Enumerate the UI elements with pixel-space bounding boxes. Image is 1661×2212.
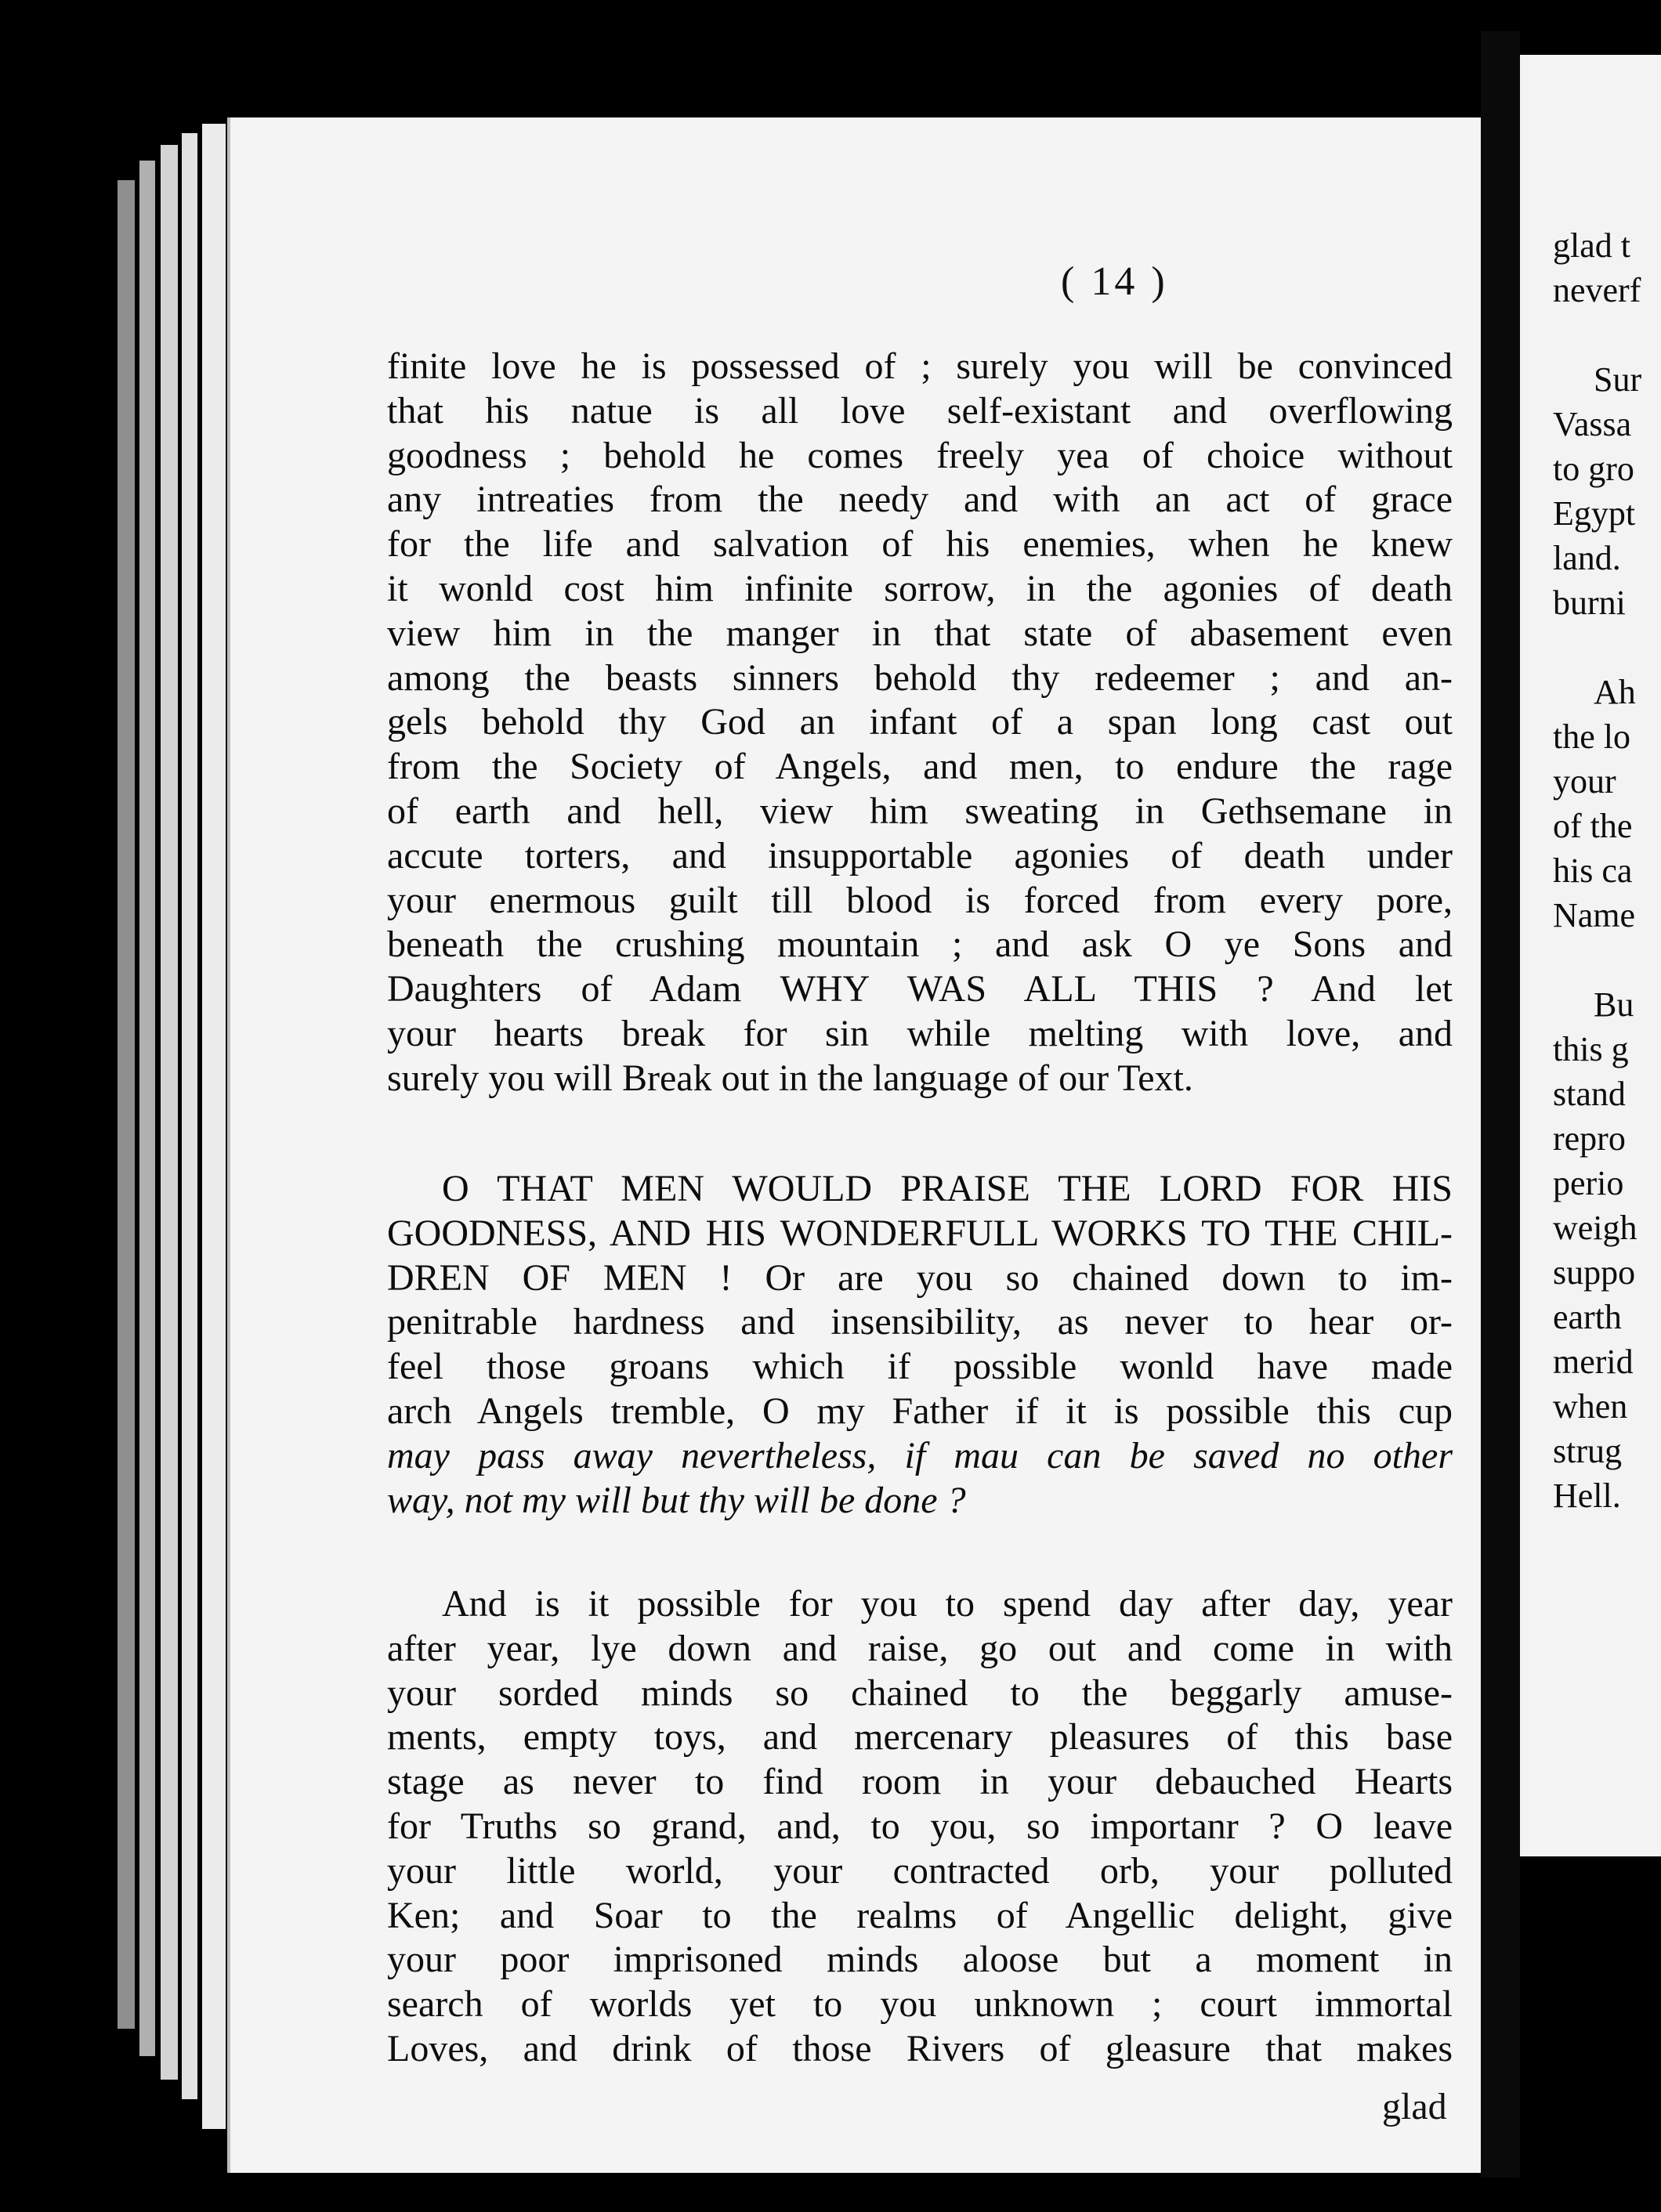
text-line: O THAT MEN WOULD PRAISE THE LORD FOR HIS (442, 1168, 1453, 1209)
text-line: search of worlds yet to you unknown ; court immortal (387, 1983, 1453, 2026)
text-line: DREN OF MEN ! Or are you so chained down to im- (387, 1256, 1453, 1299)
text-line: repro (1553, 1119, 1626, 1158)
text-line: suppo (1553, 1253, 1636, 1292)
page-edge (202, 124, 226, 2129)
text-line: Loves, and drink of those Rivers of gleasure that makes (387, 2027, 1453, 2069)
text-line: Name (1553, 896, 1636, 934)
text-line: GOODNESS, AND HIS WONDERFULL WORKS TO THE CHIL- (387, 1212, 1453, 1254)
blank-line (1520, 938, 1661, 982)
blank-line (1520, 313, 1661, 357)
text-line: Daughters of Adam WHY WAS ALL THIS ? And let (387, 968, 1453, 1010)
text-line: may pass away nevertheless, if mau can be saved no other (387, 1434, 1453, 1476)
text-line: when (1553, 1387, 1628, 1426)
facing-page-text (1520, 223, 1661, 1518)
text-line: of the (1553, 807, 1633, 845)
book-page-right (1520, 55, 1661, 1856)
text-line: surely you will Break out in the language of our Text. (387, 1057, 1193, 1099)
text-line: for the life and salvation of his enemies, when he knew (387, 523, 1453, 566)
text-line: perio (1553, 1164, 1624, 1202)
text-line: view him in the manger in that state of abasement even (387, 612, 1453, 654)
text-line: Bu (1594, 985, 1634, 1024)
text-line: burni (1553, 584, 1626, 622)
paragraph-1 (387, 345, 1453, 1101)
text-line: strug (1553, 1432, 1622, 1470)
text-line: And is it possible for you to spend day after day, year (442, 1583, 1453, 1625)
text-line: Vassa (1553, 405, 1632, 443)
text-line: beneath the crushing mountain ; and ask O ye Sons and (387, 923, 1453, 966)
text-line: merid (1553, 1343, 1634, 1381)
catchword: glad (1382, 2086, 1447, 2127)
text-line: earth (1553, 1298, 1622, 1336)
text-line: Ah (1594, 673, 1636, 711)
text-line: finite love he is possessed of ; surely you will be convinced (387, 345, 1453, 387)
page-edge (161, 145, 178, 2080)
text-line: arch Angels tremble, O my Father if it is possible this cup (387, 1390, 1453, 1432)
text-line: stand (1553, 1075, 1626, 1113)
paragraph-2 (387, 1167, 1453, 1523)
page-number: ( 14 ) (1061, 259, 1168, 304)
page-edge (139, 161, 155, 2056)
text-line: stage as never to find room in your debauched Hearts (387, 1761, 1453, 1803)
text-line: gels behold thy God an infant of a span long cast out (387, 701, 1453, 743)
text-line: among the beasts sinners behold thy redeemer ; and an- (387, 656, 1453, 699)
text-line: accute torters, and insupportable agonies of death under (387, 834, 1453, 876)
text-line: for Truths so grand, and, to you, so importanr ? O leave (387, 1805, 1453, 1847)
text-line: Sur (1594, 360, 1642, 399)
text-line: this g (1553, 1030, 1629, 1068)
text-line: any intreaties from the needy and with an act of grace (387, 479, 1453, 521)
text-line: Hell. (1553, 1476, 1621, 1515)
blank-line (1520, 625, 1661, 670)
book-gutter (1481, 31, 1520, 2178)
text-line: your enermous guilt till blood is forced from every pore, (387, 879, 1453, 921)
text-line: after year, lye down and raise, go out and come in with (387, 1627, 1453, 1669)
text-line: weigh (1553, 1209, 1637, 1247)
text-line: ments, empty toys, and mercenary pleasures of this base (387, 1716, 1453, 1758)
text-line: the lo (1553, 717, 1630, 756)
text-line: to gro (1553, 450, 1634, 488)
text-line: his ca (1553, 851, 1633, 890)
text-line: that his natue is all love self-existant and overflowing (387, 389, 1453, 432)
paragraph-3 (387, 1582, 1453, 2072)
text-line: your little world, your contracted orb, your polluted (387, 1849, 1453, 1892)
text-line: from the Society of Angels, and men, to endure the rage (387, 746, 1453, 788)
text-line: neverf (1553, 271, 1641, 309)
book-page-left (227, 117, 1484, 2173)
page-edge (118, 180, 135, 2029)
text-line: Egypt (1553, 494, 1636, 533)
text-line: your hearts break for sin while melting with love, and (387, 1012, 1453, 1054)
text-line: goodness ; behold he comes freely yea of choice without (387, 434, 1453, 476)
text-line: it wonld cost him infinite sorrow, in the agonies of death (387, 567, 1453, 609)
text-line: land. (1553, 539, 1621, 577)
text-line: penitrable hardness and insensibility, as never to hear or- (387, 1301, 1453, 1343)
text-line: feel those groans which if possible wonld have made (387, 1346, 1453, 1388)
text-line: your sorded minds so chained to the beggarly amuse- (387, 1672, 1453, 1714)
text-line: of earth and hell, view him sweating in Gethsemane in (387, 790, 1453, 832)
text-line: glad t (1553, 226, 1630, 265)
text-line: your poor imprisoned minds aloose but a moment in (387, 1939, 1453, 1981)
page-edge (182, 133, 197, 2099)
text-line: your (1553, 762, 1616, 801)
text-line: Ken; and Soar to the realms of Angellic delight, give (387, 1894, 1453, 1936)
text-line: way, not my will but thy will be done ? (387, 1479, 966, 1521)
